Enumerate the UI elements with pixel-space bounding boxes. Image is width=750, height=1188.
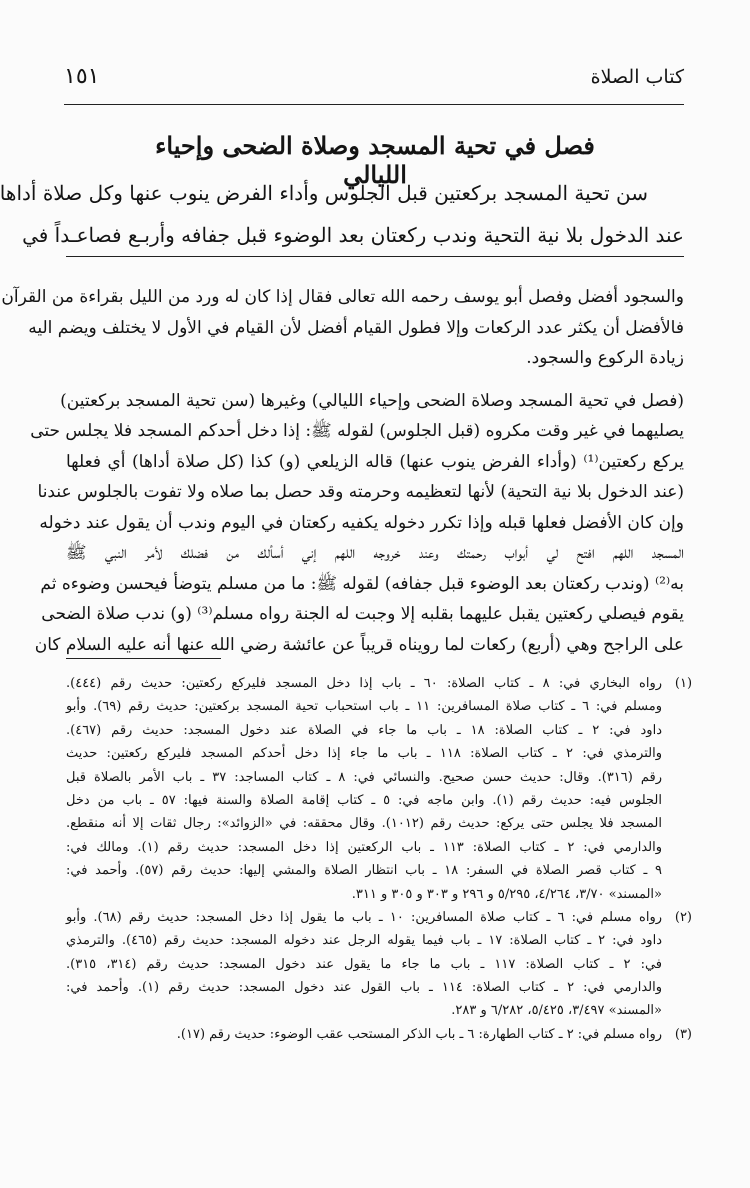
footnote-line: «المسند» ٣/٤٩٧، ٥/٤٢٥، ٦/٢٨٢ و ٢٨٣.: [451, 1003, 662, 1019]
page-number: ١٥١: [64, 64, 100, 89]
footnote-line: المسجد فلا يجلس حتى يركع: حديث رقم (١٠١٢). وقال محققه: في «الزوائد»: رجال ثقات إلا أنه منقطع.: [66, 816, 662, 832]
footnote-line: والترمذي في: ٢ ـ كتاب الصلاة: ١١٨ ـ باب ما جاء إذا دخل أحدكم المسجد فليركع ركعتين: حديث: [66, 746, 662, 762]
commentary-line: (فصل في تحية المسجد وصلاة الضحى وإحياء الليالي) وغيرها (سن تحية المسجد بركعتين): [60, 390, 684, 411]
footnote-line: داود في: ٢ ـ كتاب الصلاة: ١٨ ـ باب ما جاء في الصلاة عند دخول المسجد: حديث رقم (٤٦٧).: [66, 722, 662, 738]
footnotes: [66, 672, 692, 1046]
footnote-line: في: ٢ ـ كتاب الصلاة: ١١٧ ـ باب ما جاء ما يقول عند دخول المسجد: حديث رقم (٣١٤، ٣١٥).: [66, 956, 662, 972]
footnote-line: [66, 672, 692, 695]
footnote-text: رواه مسلم في: ٦ ـ كتاب صلاة المسافرين: ١٠ ـ باب ما يقول إذا دخل المسجد: حديث رقم (٦٨). وأبو: [66, 909, 662, 925]
footnote-line: داود في: ٢ ـ كتاب الصلاة: ١٧ ـ باب فيما يقوله الرجل عند دخوله المسجد: حديث رقم (٤٦٥). والترمذي: [66, 933, 662, 949]
footnote-text: رواه مسلم في: ٢ ـ كتاب الطهارة: ٦ ـ باب الذكر المستحب عقب الوضوء: حديث رقم (١٧).: [176, 1026, 662, 1042]
matn-text: [0, 172, 684, 256]
footnote-number: (١): [674, 676, 693, 691]
running-title: كتاب الصلاة: [590, 66, 684, 88]
footnote-line: الجلوس فيه: حديث رقم (١). وابن ماجه في: ٥ ـ كتاب إقامة الصلاة والسنة فيها: ٥٧ ـ باب من دخل: [66, 792, 662, 808]
footnote-separator-rule: [66, 658, 221, 659]
matn-separator-rule: [66, 256, 684, 257]
footnote-line: ومسلم في: ٦ ـ كتاب صلاة المسافرين: ١١ ـ باب استحباب تحية المسجد بركعتين: حديث رقم (٦٩). وأبو: [66, 699, 662, 715]
commentary-line: يصليهما في غير وقت مكروه (قبل الجلوس) لقوله ﷺ: إذا دخل أحدكم المسجد فلا يجلس حتى: [30, 421, 684, 441]
header-rule: [64, 104, 684, 105]
commentary-line: فالأفضل أن يكثر عدد الركعات وإلا فطول القيام أفضل لأن القيام في الأول لا يختلف ويضم اليه: [28, 317, 684, 338]
footnote-text: رواه البخاري في: ٨ ـ كتاب الصلاة: ٦٠ ـ باب إذا دخل المسجد فليركع ركعتين: حديث رقم (٤٤٤).: [66, 676, 663, 691]
commentary-line: (عند الدخول بلا نية التحية) لأنها لتعظيمه وحرمته وقد حصل بما صلاه ولا تفوت بالجلوس عندنا: [37, 482, 684, 502]
section-title: فصل في تحية المسجد وصلاة الضحى وإحياء الليالي: [155, 131, 595, 189]
commentary-line: على الراجح وهي (أربع) ركعات لما رويناه قريباً عن عائشة رضي الله عنها أنه عليه السلام كان: [34, 634, 684, 655]
footnote-line: والدارمي في: ٢ ـ كتاب الصلاة: ١١٣ ـ باب الركعتين إذا دخل المسجد: حديث رقم (١). ومالك في:: [66, 839, 663, 855]
footnote-number: (٣): [674, 1026, 692, 1042]
commentary-line: يركع ركعتين⁽¹⁾ (وأداء الفرض ينوب عنها) قاله الزيلعي (و) كذا (كل صلاة أداها) أي فعلها: [66, 451, 684, 472]
footnote-line: والدارمي في: ٢ ـ كتاب الصلاة: ١١٤ ـ باب القول عند دخول المسجد: حديث رقم (١). وأحمد في:: [66, 980, 662, 996]
commentary-text: [1, 282, 684, 660]
footnote-line: [66, 906, 692, 929]
footnote-line: رقم (٣١٦). وقال: حديث حسن صحيح. والنسائي في: ٨ ـ كتاب المساجد: ٣٧ ـ باب الأمر بالصلاة قبل: [66, 769, 662, 785]
commentary-line: وإن كان الأفضل فعلها قبله وإذا تكرر دخوله يكفيه ركعتان في اليوم وندب أن يقول عند دخوله: [39, 512, 684, 533]
footnote-line: [66, 1023, 692, 1046]
commentary-line: به⁽²⁾ (وندب ركعتان بعد الوضوء قبل جفافه) لقوله ﷺ: ما من مسلم يتوضأ فيحسن وضوءه ثم: [40, 573, 684, 594]
matn-line: سن تحية المسجد بركعتين قبل الجلوس وأداء الفرض ينوب عنها وكل صلاة أداها: [0, 181, 648, 205]
page-header: [64, 62, 684, 102]
commentary-line: والسجود أفضل وفصل أبو يوسف رحمه الله تعالى فقال إذا كان له ورد من الليل بقراءة من القرآن: [1, 287, 684, 307]
footnote-line: ٩ ـ كتاب قصر الصلاة في السفر: ١٨ ـ باب انتظار الصلاة والمشي إليها: حديث رقم (٥٧). وأحمد في:: [66, 863, 662, 879]
commentary-line: يقوم فيصلي ركعتين يقبل عليهما بقلبه إلا وجبت له الجنة رواه مسلم⁽³⁾ (و) ندب صلاة الضحى: [41, 604, 684, 624]
commentary-line: المسجد اللهم افتح لي أبواب رحمتك وعند خروجه اللهم إني أسألك من فضلك لأمر النبي ﷺ: [66, 543, 684, 563]
matn-line: عند الدخول بلا نية التحية وندب ركعتان بعد الوضوء قبل جفافه وأربـع فصاعـداً في: [22, 223, 684, 247]
footnote-number: (٢): [674, 909, 692, 925]
footnote-line: «المسند» ٣/٧٠، ٤/٢٦٤، ٥/٢٩٥ و ٢٩٦ و ٣٠٣ و ٣٠٥ و ٣١١.: [351, 886, 662, 902]
commentary-line: زيادة الركوع والسجود.: [526, 348, 684, 368]
